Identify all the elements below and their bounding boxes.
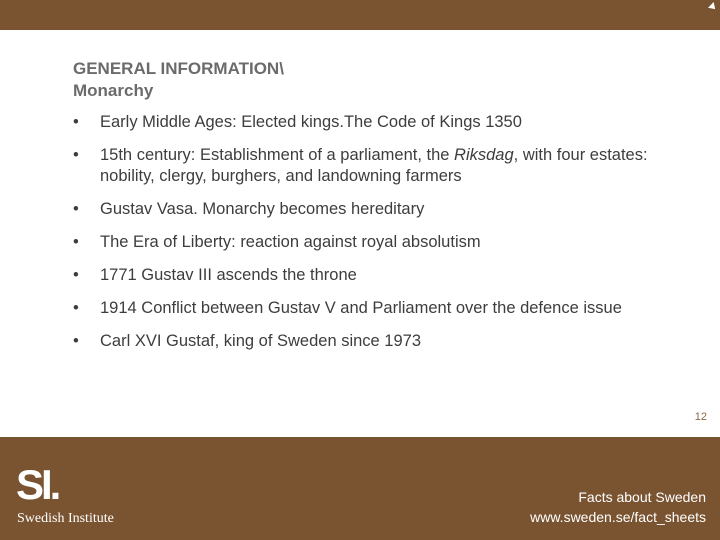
list-item	[73, 331, 703, 352]
bullet-emphasis: Riksdag	[454, 146, 514, 164]
slide-heading	[73, 58, 284, 102]
bullet-marker: •	[73, 332, 79, 350]
bullet-text-part: Carl XVI Gustaf, king of Sweden since 1973	[100, 332, 422, 350]
bullet-text	[100, 199, 703, 220]
bullet-text-part: Early Middle Ages: Elected kings.The Code of Kings 1350	[100, 113, 522, 131]
bullet-marker: •	[73, 146, 79, 164]
bullet-text	[100, 232, 703, 253]
bullet-list	[73, 112, 703, 364]
bullet-marker: •	[73, 233, 79, 251]
bullet-text	[100, 298, 703, 319]
bullet-text-part: The Era of Liberty: reaction against royal absolutism	[100, 233, 481, 251]
heading-subtitle: Monarchy	[73, 81, 154, 100]
bullet-marker: •	[73, 113, 79, 131]
bullet-text-part: 15th century: Establishment of a parliament, the	[100, 146, 455, 164]
bullet-text-part: 1771 Gustav III ascends the throne	[100, 266, 357, 284]
top-band	[0, 0, 720, 30]
list-item	[73, 145, 703, 187]
bullet-text	[100, 331, 703, 352]
si-logo: SI.	[16, 461, 59, 508]
bullet-text-part: 1914 Conflict between Gustav V and Parliament over the defence issue	[100, 299, 622, 317]
logo-subtitle: Swedish Institute	[17, 511, 114, 526]
bullet-text	[100, 112, 703, 133]
list-item	[73, 112, 703, 133]
list-item	[73, 232, 703, 253]
bullet-text	[100, 145, 703, 187]
list-item	[73, 298, 703, 319]
page-number: 12	[694, 411, 707, 423]
bullet-text-part: , with four estates: nobility, clergy, burghers, and landowning farmers	[100, 146, 648, 185]
bullet-marker: •	[73, 200, 79, 218]
heading-title: GENERAL INFORMATION\	[73, 59, 284, 78]
corner-arrow-icon	[708, 2, 718, 12]
list-item	[73, 265, 703, 286]
list-item	[73, 199, 703, 220]
bullet-text-part: Gustav Vasa. Monarchy becomes hereditary	[100, 200, 425, 218]
footer-url[interactable]: www.sweden.se/fact_sheets	[530, 509, 706, 525]
bullet-text	[100, 265, 703, 286]
bullet-marker: •	[73, 266, 79, 284]
footer-title: Facts about Sweden	[578, 489, 706, 505]
bullet-marker: •	[73, 299, 79, 317]
